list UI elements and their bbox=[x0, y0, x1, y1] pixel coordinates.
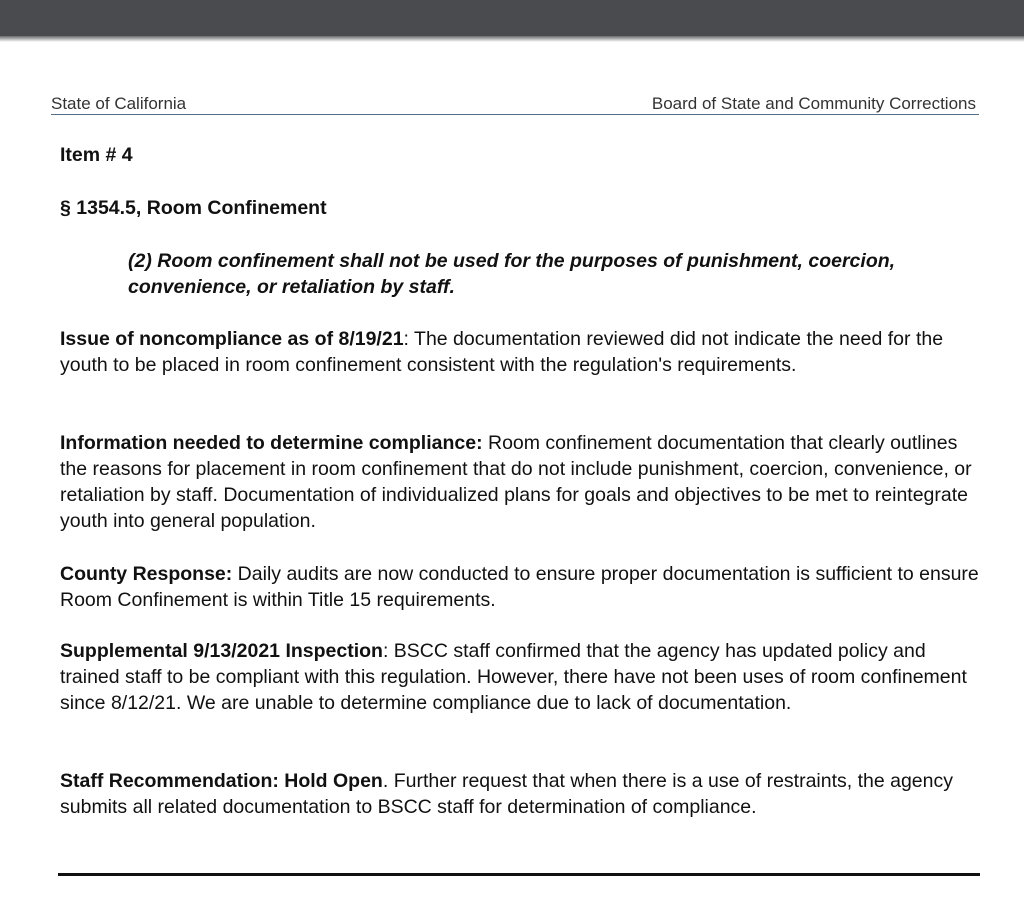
viewer-toolbar bbox=[0, 0, 1024, 40]
paragraph-label: Information needed to determine compliance: bbox=[60, 432, 483, 454]
regulation-quote: (2) Room confinement shall not be used for the purposes of punishment, coercion, convenience, or retaliation by staff. bbox=[128, 250, 896, 298]
header-agency-board: Board of State and Community Corrections bbox=[651, 94, 976, 113]
paragraph-label: County Response: bbox=[60, 563, 233, 585]
paragraph-text: Room confinement documentation that clearly outlines the reasons for placement in room confinement that do not include punishment, coercion, convenience, or retaliation by staff. Documentation of individualized plans for goals and objectives to be met to reintegrate youth into general population. bbox=[60, 432, 972, 532]
section-heading: § 1354.5, Room Confinement bbox=[60, 197, 327, 219]
paragraph-separator: . bbox=[382, 770, 389, 792]
paragraph-separator: : bbox=[382, 640, 389, 662]
paragraph-text: BSCC staff confirmed that the agency has updated policy and trained staff to be compliant with this regulation. However, there have not been uses of room confinement since 8/12/21. We are unable to determine compliance due to lack of documentation. bbox=[60, 640, 967, 714]
paragraph-separator: : bbox=[403, 328, 409, 350]
header-agency-state: State of California bbox=[51, 94, 187, 113]
paragraph-information-needed bbox=[60, 430, 980, 534]
paragraph-label: Supplemental 9/13/2021 Inspection bbox=[60, 640, 383, 662]
paragraph-label: Staff Recommendation: Hold Open bbox=[60, 770, 383, 792]
item-number: Item # 4 bbox=[60, 144, 133, 166]
paragraph-county-response bbox=[60, 561, 980, 613]
header-divider bbox=[51, 114, 979, 115]
paragraph-supplemental-inspection bbox=[60, 638, 980, 716]
paragraph-text: Daily audits are now conducted to ensure proper documentation is sufficient to ensure Room Confinement is within Title 15 requirements. bbox=[60, 563, 979, 611]
paragraph-noncompliance bbox=[60, 326, 980, 378]
paragraph-staff-recommendation bbox=[60, 768, 980, 820]
paragraph-label: Issue of noncompliance as of 8/19/21 bbox=[60, 328, 404, 350]
footer-divider bbox=[58, 873, 980, 876]
paragraph-text: The documentation reviewed did not indicate the need for the youth to be placed in room confinement consistent with the regulation's requirements. bbox=[60, 328, 944, 376]
paragraph-text: Further request that when there is a use of restraints, the agency submits all related documentation to BSCC staff for determination of compliance. bbox=[60, 770, 954, 818]
document-page bbox=[0, 42, 1024, 907]
